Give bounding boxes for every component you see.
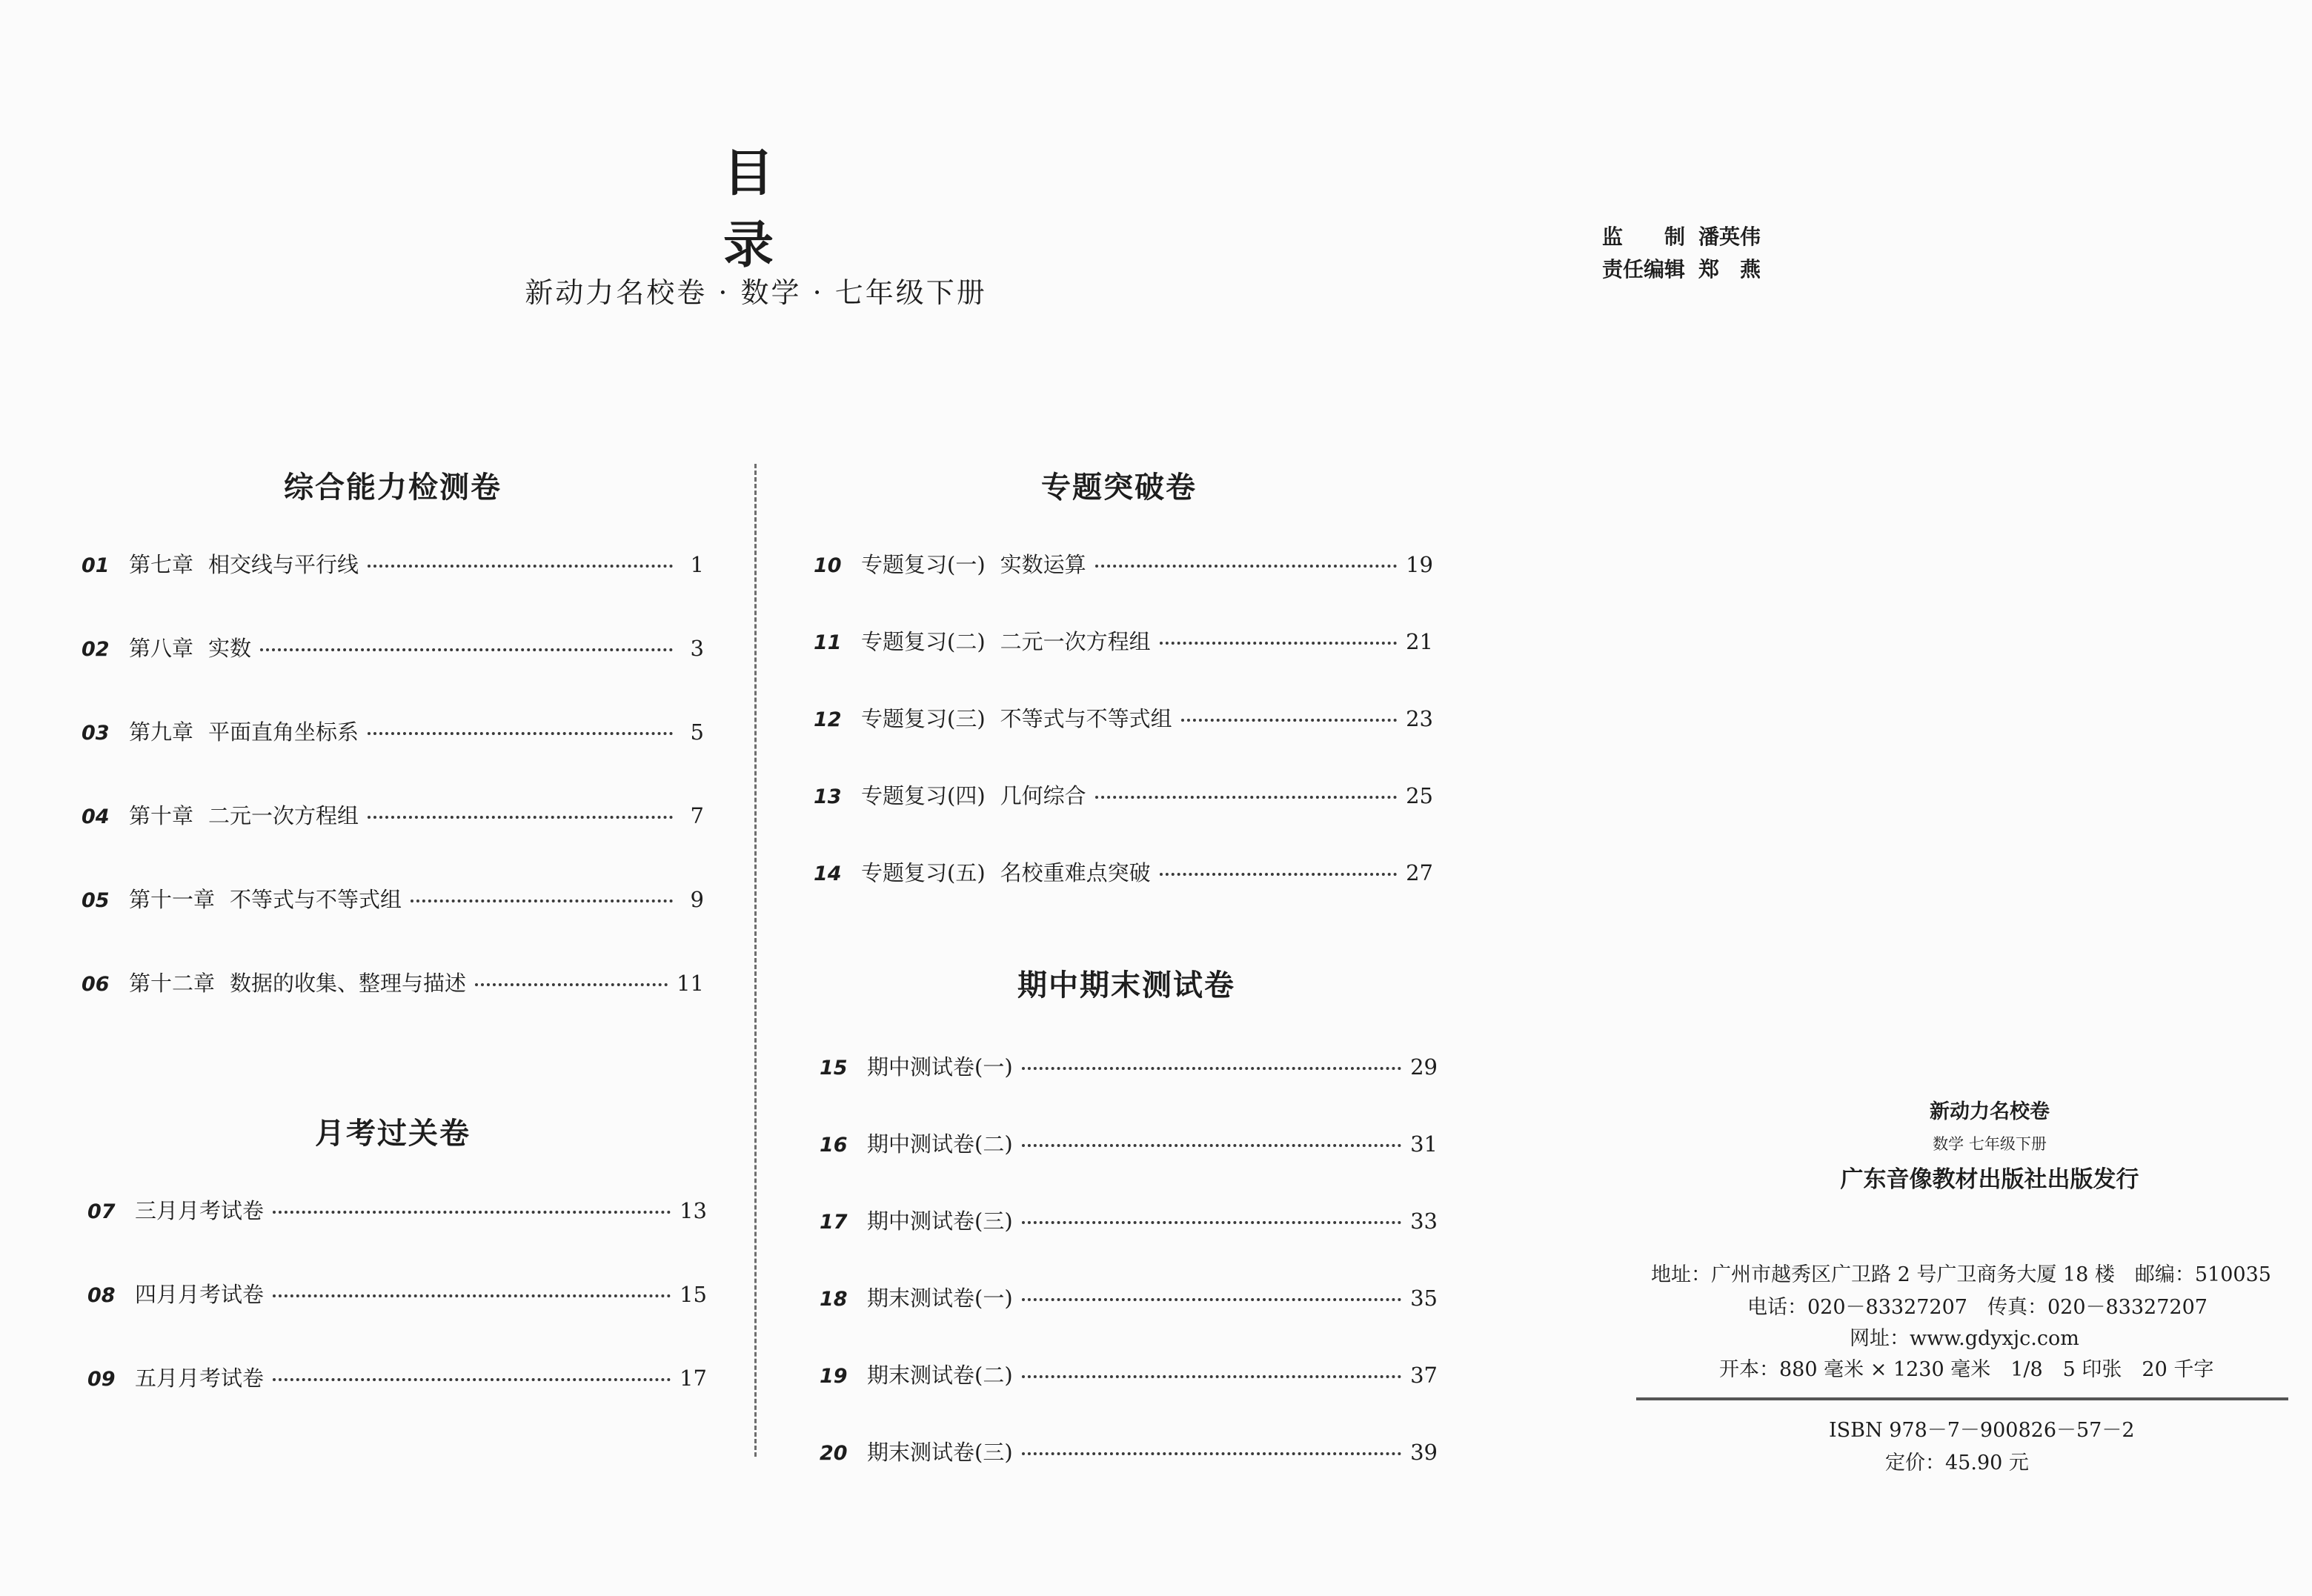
toc-number: 18: [820, 1288, 848, 1311]
toc-title: 平面直角坐标系: [208, 719, 359, 745]
colophon-address: 地址：广州市越秀区广卫路 2 号广卫商务大厦 18 楼 邮编：510035: [1651, 1263, 2271, 1286]
toc-item[interactable]: [820, 1051, 1438, 1080]
toc-chapter: 专题复习(三): [861, 706, 986, 731]
toc-chapter: 第十章: [129, 803, 194, 828]
toc-number: 11: [814, 631, 842, 654]
colophon-rule: [1636, 1397, 2288, 1400]
toc-page-number: 35: [1410, 1286, 1438, 1311]
toc-number: 01: [82, 554, 110, 577]
credit-name: 郑 燕: [1698, 257, 1761, 282]
toc-item[interactable]: [814, 625, 1433, 655]
leader-dots: [368, 816, 673, 819]
toc-page-number: 3: [690, 636, 704, 661]
credit-name: 潘英伟: [1698, 225, 1761, 249]
toc-number: 15: [820, 1057, 848, 1080]
toc-item[interactable]: [820, 1205, 1438, 1234]
toc-title: 实数运算: [1000, 552, 1086, 577]
toc-page-number: 5: [690, 719, 704, 745]
toc-number: 07: [87, 1200, 116, 1223]
toc-chapter: 第十一章: [129, 887, 216, 912]
leader-dots: [273, 1378, 671, 1381]
leader-dots: [260, 648, 673, 651]
toc-title: 期中测试卷(二): [867, 1131, 1013, 1157]
toc-page-number: 31: [1410, 1131, 1438, 1157]
leader-dots: [1095, 565, 1397, 568]
toc-number: 10: [814, 554, 842, 577]
toc-title: 期中测试卷(三): [867, 1208, 1013, 1234]
toc-number: 08: [87, 1284, 116, 1307]
toc-title: 期中测试卷(一): [867, 1054, 1013, 1080]
leader-dots: [1095, 796, 1397, 799]
toc-number: 05: [82, 889, 110, 912]
toc-item[interactable]: [82, 883, 704, 913]
toc-page-number: 17: [680, 1366, 707, 1391]
colophon-format: 开本：880 毫米 × 1230 毫米 1/8 5 印张 20 千字: [1719, 1358, 2214, 1381]
leader-dots: [1022, 1067, 1401, 1070]
toc-page-number: 11: [677, 971, 704, 996]
credit-row: [1602, 221, 1761, 253]
toc-title: 相交线与平行线: [208, 552, 359, 577]
toc-number: 12: [814, 708, 842, 731]
toc-page-number: 9: [690, 887, 704, 912]
leader-dots: [368, 732, 673, 735]
leader-dots: [1160, 873, 1397, 876]
toc-item[interactable]: [87, 1278, 707, 1308]
credit-row: [1602, 253, 1761, 286]
toc-page-number: 29: [1410, 1054, 1438, 1080]
toc-number: 16: [820, 1134, 848, 1157]
toc-page-number: 25: [1406, 783, 1433, 808]
toc-title: 三月月考试卷: [135, 1198, 265, 1223]
toc-item[interactable]: [814, 779, 1433, 809]
column-divider: [754, 464, 757, 1457]
toc-page-number: 21: [1406, 629, 1433, 654]
leader-dots: [273, 1294, 671, 1297]
toc-title: 五月月考试卷: [135, 1366, 265, 1391]
toc-page-number: 27: [1406, 860, 1433, 885]
colophon-series: 新动力名校卷: [1930, 1100, 2050, 1123]
toc-number: 17: [820, 1211, 848, 1234]
toc-number: 14: [814, 862, 842, 885]
credits: [1602, 221, 1761, 286]
toc-chapter: 第十二章: [129, 971, 216, 996]
toc-title: 期末测试卷(二): [867, 1363, 1013, 1388]
leader-dots: [1022, 1452, 1401, 1455]
toc-chapter: 专题复习(五): [861, 860, 986, 885]
toc-page-number: 19: [1406, 552, 1433, 577]
toc-number: 19: [820, 1365, 848, 1388]
toc-item[interactable]: [820, 1128, 1438, 1157]
toc-item[interactable]: [82, 632, 704, 662]
leader-dots: [475, 983, 668, 986]
toc-title: 不等式与不等式组: [230, 887, 402, 912]
toc-title: 二元一次方程组: [208, 803, 359, 828]
toc-chapter: 专题复习(一): [861, 552, 986, 577]
toc-number: 04: [82, 805, 110, 828]
page-title: 目 录: [722, 144, 818, 275]
toc-item[interactable]: [814, 548, 1433, 578]
toc-item[interactable]: [820, 1436, 1438, 1466]
toc-title: 几何综合: [1000, 783, 1086, 808]
toc-page-number: 13: [680, 1198, 707, 1223]
colophon-publisher: 广东音像教材出版社出版发行: [1840, 1166, 2139, 1193]
leader-dots: [411, 900, 673, 902]
leader-dots: [1181, 719, 1397, 722]
toc-page-number: 1: [690, 552, 704, 577]
toc-page-number: 37: [1410, 1363, 1438, 1388]
toc-title: 名校重难点突破: [1000, 860, 1151, 885]
colophon-book: 数学 七年级下册: [1933, 1135, 2047, 1153]
toc-chapter: 第七章: [129, 552, 194, 577]
toc-item[interactable]: [87, 1194, 707, 1224]
toc-title: 期末测试卷(一): [867, 1286, 1013, 1311]
toc-title: 期末测试卷(三): [867, 1440, 1013, 1465]
toc-item[interactable]: [82, 799, 704, 829]
toc-page-number: 15: [680, 1282, 707, 1307]
toc-page-number: 23: [1406, 706, 1433, 731]
section-heading-exams: 期中期末测试卷: [1017, 968, 1235, 1003]
book-subtitle: 新动力名校卷 · 数学 · 七年级下册: [525, 276, 987, 309]
toc-item[interactable]: [814, 857, 1433, 886]
section-heading-special: 专题突破卷: [1041, 471, 1197, 505]
colophon-phone: 电话：020－83327207 传真：020－83327207: [1747, 1296, 2208, 1319]
toc-item[interactable]: [82, 967, 704, 997]
credit-role: 责任编辑: [1602, 257, 1686, 282]
toc-number: 20: [820, 1442, 848, 1465]
toc-number: 03: [82, 722, 110, 745]
toc-number: 09: [87, 1368, 116, 1391]
toc-number: 02: [82, 638, 110, 661]
section-heading-monthly: 月考过关卷: [315, 1117, 471, 1151]
toc-page-number: 7: [690, 803, 704, 828]
toc-page-number: 39: [1410, 1440, 1438, 1465]
leader-dots: [1022, 1144, 1401, 1147]
leader-dots: [273, 1211, 671, 1214]
leader-dots: [1160, 642, 1397, 645]
toc-item[interactable]: [82, 548, 704, 578]
section-heading-comprehensive: 综合能力检测卷: [284, 471, 502, 505]
toc-number: 13: [814, 785, 842, 808]
toc-item[interactable]: [82, 716, 704, 745]
toc-number: 06: [82, 973, 110, 996]
toc-chapter: 专题复习(四): [861, 783, 986, 808]
toc-title: 二元一次方程组: [1000, 629, 1151, 654]
toc-title: 四月月考试卷: [135, 1282, 265, 1307]
leader-dots: [368, 565, 673, 568]
toc-title: 数据的收集、整理与描述: [230, 971, 467, 996]
colophon-website: 网址：www.gdyxjc.com: [1850, 1327, 2079, 1350]
toc-chapter: 专题复习(二): [861, 629, 986, 654]
toc-item[interactable]: [87, 1362, 707, 1391]
toc-page-number: 33: [1410, 1208, 1438, 1234]
toc-chapter: 第九章: [129, 719, 194, 745]
credit-role: 监 制: [1602, 225, 1686, 249]
toc-item[interactable]: [814, 702, 1433, 732]
leader-dots: [1022, 1221, 1401, 1224]
toc-title: 不等式与不等式组: [1000, 706, 1172, 731]
leader-dots: [1022, 1298, 1401, 1301]
colophon-isbn: ISBN 978－7－900826－57－2: [1829, 1419, 2135, 1442]
toc-title: 实数: [208, 636, 252, 661]
leader-dots: [1022, 1375, 1401, 1378]
toc-item[interactable]: [820, 1282, 1438, 1311]
toc-chapter: 第八章: [129, 636, 194, 661]
toc-item[interactable]: [820, 1359, 1438, 1389]
colophon-price: 定价：45.90 元: [1885, 1452, 2029, 1474]
